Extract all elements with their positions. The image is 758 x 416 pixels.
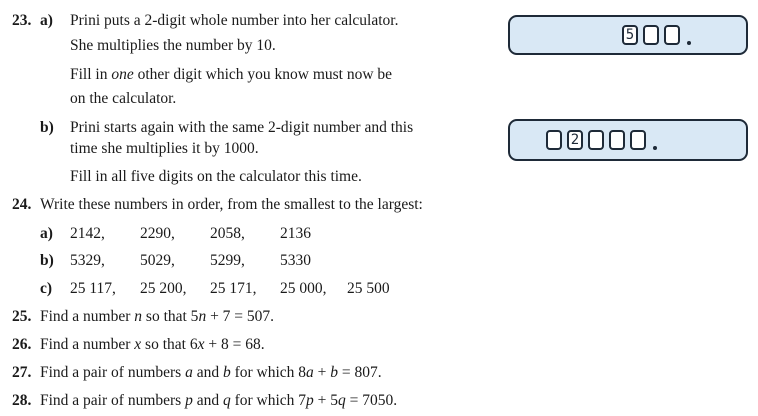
q24-number: 24.	[12, 196, 32, 213]
q23a-line1: Prini puts a 2-digit whole number into her calculator.	[70, 12, 399, 29]
q27-text: Find a pair of numbers a and b for which 8a + b = 807.	[40, 364, 382, 381]
calc-b-digit-4[interactable]	[609, 130, 625, 150]
q26-number: 26.	[12, 336, 32, 353]
q24c-value: 25 171,	[210, 280, 257, 297]
q24a-value: 2142,	[70, 225, 105, 242]
calc-b-digit-3[interactable]	[588, 130, 604, 150]
q24a-value: 2058,	[210, 225, 245, 242]
q25-number: 25.	[12, 308, 32, 325]
q24b-value: 5329,	[70, 252, 105, 269]
q23a-line3: Fill in one other digit which you know must now be	[70, 66, 393, 83]
q23b-label: b)	[40, 119, 54, 136]
q24a-label: a)	[40, 225, 53, 242]
q23b-line2: time she multiplies it by 1000.	[70, 140, 259, 157]
q24b-label: b)	[40, 252, 54, 269]
q24c-value: 25 200,	[140, 280, 187, 297]
calc-b-digit-1[interactable]	[546, 130, 562, 150]
calc-b-digit-2[interactable]: 2	[567, 130, 583, 150]
q28-text: Find a pair of numbers p and q for which 7p + 5q = 7050.	[40, 392, 398, 409]
q25-text: Find a number n so that 5n + 7 = 507.	[40, 308, 275, 325]
q23a-line4: on the calculator.	[70, 90, 177, 107]
calc-a-digit-2[interactable]	[643, 25, 659, 45]
calc-a-digit-1[interactable]: 5	[622, 25, 638, 45]
q26-text: Find a number x so that 6x + 8 = 68.	[40, 336, 265, 353]
q24c-value: 25 000,	[280, 280, 327, 297]
q24a-value: 2136	[280, 225, 311, 242]
calc-a-digit-3[interactable]	[664, 25, 680, 45]
q24-text: Write these numbers in order, from the smallest to the largest:	[40, 196, 423, 213]
q24c-value: 25 117,	[70, 280, 116, 297]
calculator-display-a	[508, 15, 748, 55]
decimal-point-icon	[653, 146, 657, 150]
q23a-label: a)	[40, 12, 53, 29]
q23b-line1: Prini starts again with the same 2-digit number and this	[70, 119, 414, 136]
q24b-value: 5029,	[140, 252, 175, 269]
q28-number: 28.	[12, 392, 32, 409]
q24b-value: 5299,	[210, 252, 245, 269]
calculator-display-b	[508, 119, 748, 161]
q23b-line3: Fill in all five digits on the calculator this time.	[70, 168, 362, 185]
q23a-line2: She multiplies the number by 10.	[70, 37, 276, 54]
q24a-value: 2290,	[140, 225, 175, 242]
q27-number: 27.	[12, 364, 32, 381]
q23-number: 23.	[12, 12, 32, 29]
q24c-value: 25 500	[347, 280, 390, 297]
q24c-label: c)	[40, 280, 53, 297]
q24b-value: 5330	[280, 252, 311, 269]
decimal-point-icon	[687, 41, 691, 45]
calc-b-digit-5[interactable]	[630, 130, 646, 150]
